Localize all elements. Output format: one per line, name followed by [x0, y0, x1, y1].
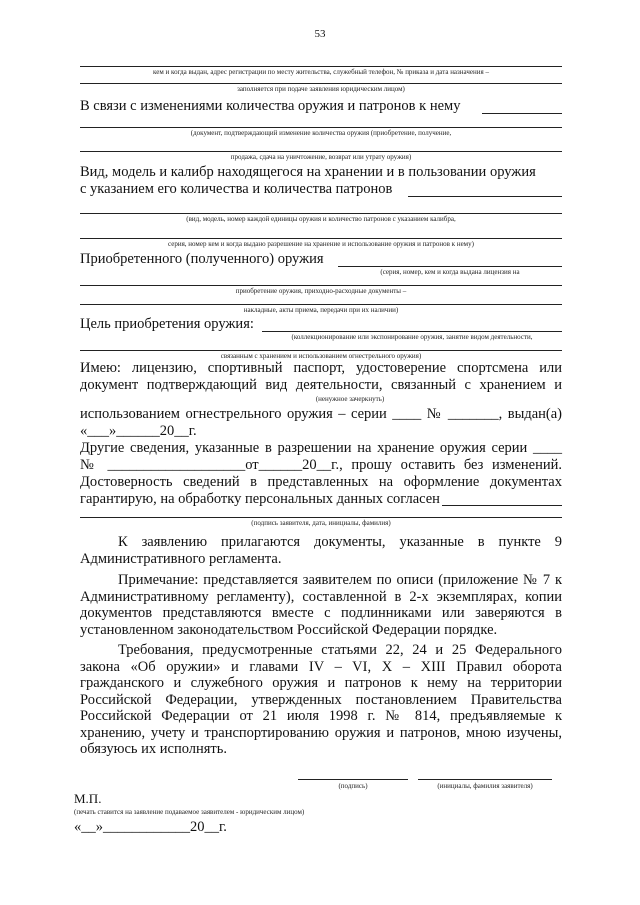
text-line: Вид, модель и калибр находящегося на хранении и в пользовании оружия — [80, 164, 536, 180]
blank-line[interactable] — [80, 213, 562, 214]
blank-line[interactable] — [80, 304, 562, 305]
caption: (печать ставится на заявление подаваемое заявителем - юридическим лицом) — [74, 808, 305, 816]
caption: приобретение оружия, приходно-расходные документы – — [235, 287, 407, 295]
caption: (документ, подтверждающий изменение количества оружия (приобретение, получение, — [190, 129, 452, 137]
requirements-paragraph: Требования, предусмотренные статьями 22, 24 и 25 Федерального закона «Об оружии» и главами IV – VI, X – XIII Правил оборота гражданского и служебного оружия и патронов к нему на территории Российской Федерации, утвержденных постановлением Правительства Российской Федерации от 21 июля 1998 г. № 814, предъявляемые к хранению, учету и транспортированию оружия и патронов, мною изучены, обязуюсь их исполнять. — [80, 642, 562, 757]
caption: продажа, сдача на уничтожение, возврат или утрату оружия) — [230, 153, 412, 161]
blank-line[interactable] — [80, 66, 562, 67]
caption: кем и когда выдан, адрес регистрации по месту жительства, служебный телефон, № приказа и дата назначения – — [153, 68, 489, 76]
attachments-paragraph: К заявлению прилагаются документы, указанные в пункте 9 Административного регламента. — [80, 534, 562, 567]
caption: (ненужное зачеркнуть) — [315, 395, 385, 403]
caption: (подпись) — [338, 782, 368, 790]
caption: (подпись заявителя, дата, инициалы, фамилия) — [251, 519, 391, 527]
blank-line[interactable] — [80, 350, 562, 351]
blank-line[interactable] — [262, 331, 562, 332]
caption: заполняется при подаче заявления юридическим лицом) — [237, 85, 405, 93]
caption: накладные, акты приема, передачи при их наличии) — [243, 306, 399, 314]
text-line: Цель приобретения оружия: — [80, 316, 254, 332]
text-line: с указанием его количества и количества патронов — [80, 181, 393, 197]
text-line: использованием огнестрельного оружия – серии ____ № _______, выдан(а) — [80, 406, 562, 422]
blank-line[interactable] — [80, 127, 562, 128]
blank-line[interactable] — [482, 113, 562, 114]
blank-line[interactable] — [80, 151, 562, 152]
blank-line[interactable] — [408, 196, 562, 197]
caption: (вид, модель, номер каждой единицы оружия и количество патронов с указанием калибра, — [186, 215, 456, 223]
text-line: Достоверность сведений в представленных на оформление документах — [80, 474, 562, 490]
blank-line[interactable] — [442, 505, 562, 506]
caption: (серия, номер, кем и когда выдана лицензия на — [380, 268, 520, 276]
text-line: № ___________________от______20__г., прошу оставить без изменений. — [80, 457, 562, 473]
caption: (коллекционирование или экспонирование оружия, занятие видом деятельности, — [291, 333, 533, 341]
caption: (инициалы, фамилия заявителя) — [437, 782, 533, 790]
date-field[interactable]: «__»____________20__г. — [74, 819, 227, 835]
blank-line[interactable] — [80, 517, 562, 518]
text-line: гарантирую, на обработку персональных данных согласен — [80, 491, 440, 507]
blank-line[interactable] — [80, 285, 562, 286]
text-line: документ подтверждающий вид деятельности, связанный с хранением и — [80, 377, 562, 393]
stamp-place-label: М.П. — [74, 791, 102, 806]
blank-line[interactable] — [80, 83, 562, 84]
blank-line[interactable] — [338, 266, 562, 267]
signature-line[interactable] — [298, 779, 408, 780]
text-line: «___»______20__г. — [80, 423, 197, 439]
caption: связанным с хранением и использованием огнестрельного оружия) — [220, 352, 422, 360]
blank-line[interactable] — [80, 238, 562, 239]
text-line: Приобретенного (полученного) оружия — [80, 251, 324, 267]
note-paragraph: Примечание: представляется заявителем по описи (приложение № 7 к Административному регламенту), составленной в 2-х экземплярах, копии документов представляются вместе с подлинниками или заверяются в установленном законодательством Российской Федерации порядке. — [80, 572, 562, 638]
text-line: Имею: лицензию, спортивный паспорт, удостоверение спортсмена или — [80, 360, 562, 376]
text-line: Другие сведения, указанные в разрешении на хранение оружия серии ____ — [80, 440, 562, 456]
caption: серия, номер кем и когда выдано разрешение на хранение и использование оружия и патронов к нему) — [168, 240, 474, 248]
text-line: В связи с изменениями количества оружия и патронов к нему — [80, 98, 461, 114]
name-line[interactable] — [418, 779, 552, 780]
page-number: 53 — [314, 28, 326, 40]
